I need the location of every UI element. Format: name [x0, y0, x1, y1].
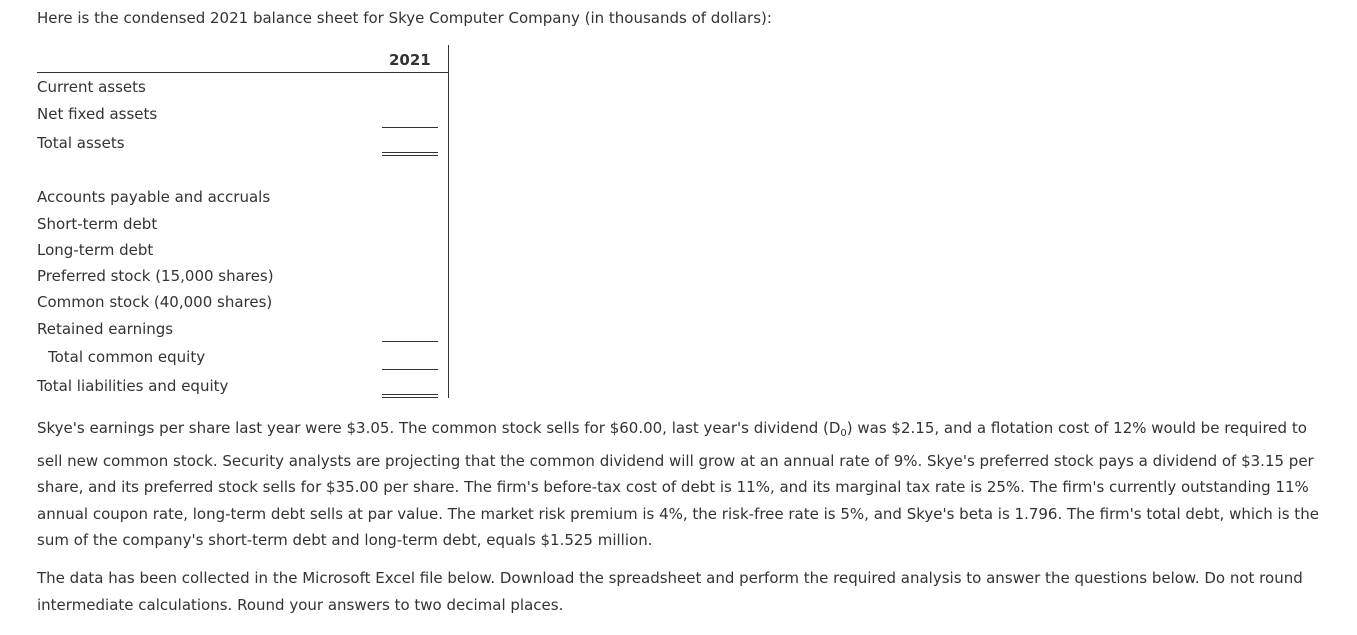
row-label-short-term-debt: Short-term debt [37, 215, 158, 233]
total-rule-top [382, 394, 438, 395]
subtotal-rule [382, 127, 438, 128]
row-label-total-common-equity: Total common equity [48, 348, 206, 366]
intro-text: Here is the condensed 2021 balance sheet for Skye Computer Company (in thousands of dollars): [37, 9, 772, 27]
row-label-common-stock: Common stock (40,000 shares) [37, 293, 273, 311]
subtotal-rule [382, 341, 438, 342]
total-rule-bottom [382, 155, 438, 156]
row-label-total-liabilities-equity: Total liabilities and equity [37, 377, 229, 395]
column-rule [448, 45, 449, 398]
row-label-preferred-stock: Preferred stock (15,000 shares) [37, 267, 274, 285]
row-label-current-assets: Current assets [37, 78, 146, 96]
header-rule [37, 72, 449, 73]
year-header: 2021 [389, 51, 431, 69]
total-rule-bottom [382, 397, 438, 398]
total-rule-top [382, 152, 438, 153]
row-label-total-assets: Total assets [37, 134, 125, 152]
row-label-accounts-payable: Accounts payable and accruals [37, 188, 271, 206]
paragraph-part-2: ) was $2.15, and a flotation cost of 12% would be required to sell new common stock. Security analysts are projecting that the common dividend will grow at an annual rate of 9%. Skye's preferred stock pays a dividend of $3.15 per share, and its preferred stock sells for $35.00 per share. The firm's before-tax cost of debt is 11%, and its marginal tax rate is 25%. The firm's currently outstanding 11% annual coupon rate, long-term debt sells at par value. The market risk premium is 4%, the risk-free rate is 5%, and Skye's beta is 1.796. The firm's total debt, which is the sum of the company's short-term debt and long-term debt, equals $1.525 million. [37, 419, 1319, 549]
row-label-net-fixed-assets: Net fixed assets [37, 105, 158, 123]
row-label-retained-earnings: Retained earnings [37, 320, 174, 338]
problem-paragraph [37, 415, 1327, 554]
subtotal-rule [382, 369, 438, 370]
row-label-long-term-debt: Long-term debt [37, 241, 154, 259]
dividend-subscript: 0 [840, 428, 847, 439]
instructions-paragraph: The data has been collected in the Microsoft Excel file below. Download the spreadsheet and perform the required analysis to answer the questions below. Do not round intermediate calculations. Round your answers to two decimal places. [37, 569, 1303, 614]
paragraph-part-1: Skye's earnings per share last year were $3.05. The common stock sells for $60.00, last year's dividend (D [37, 419, 841, 437]
